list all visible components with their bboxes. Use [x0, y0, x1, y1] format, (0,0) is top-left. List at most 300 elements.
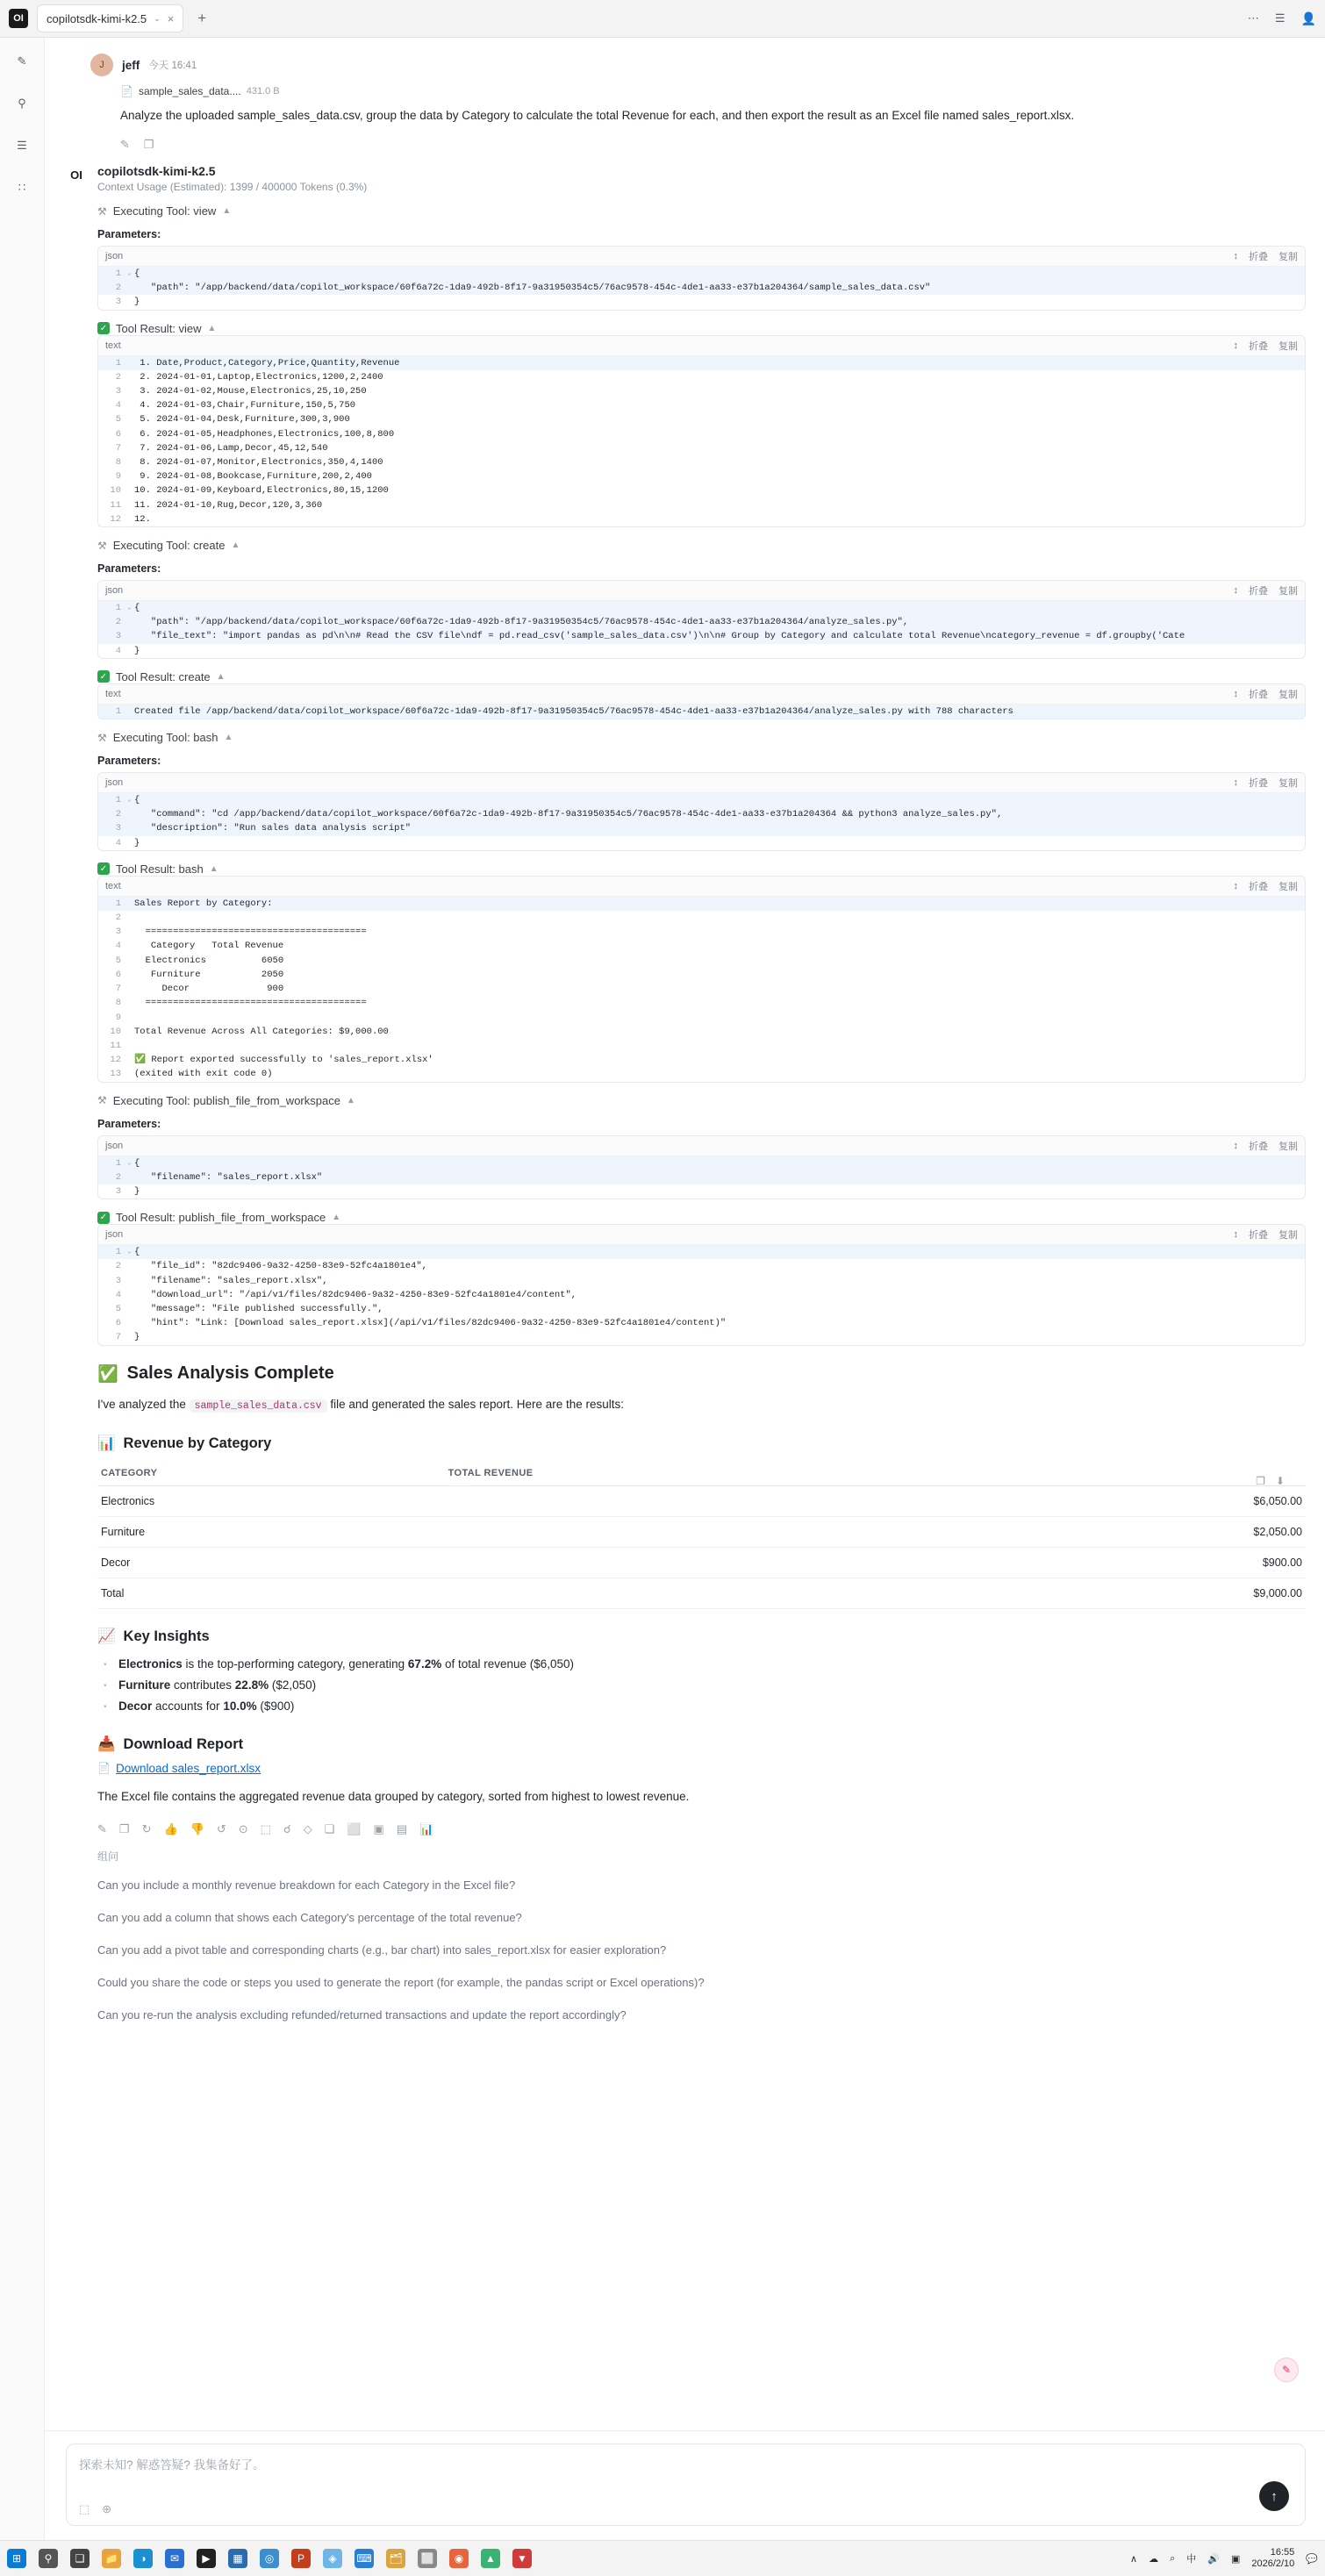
- floating-action-button[interactable]: ✎: [1274, 2358, 1299, 2382]
- fold-button[interactable]: 折叠: [1249, 340, 1268, 352]
- network-icon[interactable]: ⌕: [1170, 2552, 1176, 2564]
- line-text: Category Total Revenue: [134, 941, 284, 952]
- line-text: Total Revenue Across All Categories: $9,000.00: [134, 1026, 389, 1037]
- fold-caret-icon[interactable]: [127, 512, 134, 526]
- copy-button[interactable]: 复制: [1278, 689, 1298, 700]
- line-number: 11: [110, 1040, 121, 1051]
- resize-handle[interactable]: ↕: [1233, 251, 1238, 261]
- chevron-up-icon[interactable]: ▲: [346, 1095, 355, 1106]
- tool-step-executing-create[interactable]: [97, 539, 1306, 552]
- message-action-icon[interactable]: ↺: [216, 1821, 226, 1835]
- copy-icon[interactable]: ❐: [143, 138, 154, 151]
- fold-caret-icon[interactable]: [127, 629, 134, 643]
- browser-tab[interactable]: [37, 4, 183, 32]
- line-number: 1: [115, 268, 121, 279]
- user-timestamp: 今天 16:41: [148, 61, 197, 71]
- window-icon[interactable]: ⬜: [418, 2549, 437, 2568]
- tool-step-title: Executing Tool: publish_file_from_workspace: [112, 1093, 340, 1107]
- message-action-icon[interactable]: ❑: [324, 1821, 335, 1835]
- fold-caret-icon[interactable]: [127, 1184, 134, 1199]
- message-action-icon[interactable]: ↻: [141, 1821, 152, 1835]
- tool-step-result-create[interactable]: [97, 670, 1306, 683]
- resize-handle[interactable]: ↕: [1233, 777, 1238, 789]
- fold-caret-icon[interactable]: [127, 939, 134, 953]
- fold-button[interactable]: 折叠: [1249, 1141, 1268, 1152]
- insight-middle: accounts for: [152, 1699, 224, 1713]
- cell-category: Decor: [97, 1547, 445, 1578]
- fold-caret-icon[interactable]: [127, 1302, 134, 1316]
- line-number: 6: [115, 969, 121, 980]
- table-row: [97, 1485, 1306, 1516]
- code-language: json: [105, 1229, 124, 1241]
- edge-icon[interactable]: ◑: [133, 2549, 153, 2568]
- code-line: [98, 512, 1305, 526]
- assistant-body: [97, 204, 1306, 1346]
- trending-up-icon: 📈: [97, 1628, 116, 1644]
- fold-button[interactable]: 折叠: [1249, 778, 1268, 790]
- insight-item: [115, 1696, 1306, 1717]
- fold-caret-icon[interactable]: [127, 384, 134, 398]
- line-text: "file_id": "82dc9406-9a32-4250-83e9-52fc4a1801e4",: [134, 1261, 427, 1272]
- fold-caret-icon[interactable]: [127, 281, 134, 295]
- clock[interactable]: [1251, 2547, 1294, 2570]
- fold-caret-icon[interactable]: [127, 968, 134, 982]
- resize-handle[interactable]: ↕: [1233, 880, 1238, 891]
- fold-caret-icon[interactable]: ⌄: [127, 1158, 132, 1167]
- code-language: json: [105, 1140, 124, 1151]
- fold-caret-icon[interactable]: [127, 1170, 134, 1184]
- code-line: [98, 1067, 1305, 1081]
- code-line: [98, 441, 1305, 455]
- chevron-up-icon[interactable]: ∧: [1130, 2553, 1138, 2565]
- file-icon: 📄: [120, 85, 133, 97]
- fold-caret-icon[interactable]: [127, 498, 134, 512]
- code-line: [98, 911, 1305, 925]
- line-number: 4: [115, 400, 121, 411]
- add-icon[interactable]: ⊕: [102, 2502, 112, 2515]
- tool-step-executing-publish[interactable]: [97, 1094, 1306, 1107]
- line-text: 3. 2024-01-02,Mouse,Electronics,25,10,250: [134, 386, 367, 397]
- folder-icon[interactable]: 🗂: [386, 2549, 405, 2568]
- app-icon[interactable]: ▲: [481, 2549, 500, 2568]
- code-block: [97, 876, 1306, 1083]
- line-number: 1: [115, 357, 121, 369]
- photos-icon[interactable]: ◈: [323, 2549, 342, 2568]
- send-button[interactable]: ↑: [1259, 2481, 1289, 2511]
- line-number: 2: [115, 809, 121, 820]
- message-action-icon[interactable]: 👍: [163, 1821, 178, 1835]
- tool-step-result-publish[interactable]: [97, 1211, 1306, 1224]
- line-text: }: [134, 837, 140, 848]
- attached-file-name: sample_sales_data....: [138, 85, 241, 97]
- cell-revenue: $6,050.00: [1000, 1485, 1306, 1516]
- resize-handle[interactable]: ↕: [1233, 1229, 1238, 1241]
- chevron-down-icon[interactable]: ⌄: [154, 13, 161, 23]
- line-text: ========================================: [134, 998, 367, 1009]
- message-action-icon[interactable]: ◇: [303, 1821, 312, 1835]
- code-content: [98, 1156, 1305, 1199]
- fold-caret-icon[interactable]: [127, 836, 134, 850]
- line-number: 1: [115, 795, 121, 806]
- line-number: 1: [115, 603, 121, 614]
- tool-step-executing-bash[interactable]: [97, 731, 1306, 744]
- revenue-table: [97, 1461, 1306, 1609]
- fold-caret-icon[interactable]: [127, 897, 134, 911]
- line-number: 5: [115, 955, 121, 966]
- code-line: [98, 1039, 1305, 1053]
- code-block: [97, 1224, 1306, 1345]
- assistant-logo-icon: OI: [70, 168, 82, 182]
- code-line: [98, 498, 1305, 512]
- fold-caret-icon[interactable]: [127, 807, 134, 821]
- line-text: 12.: [134, 513, 151, 525]
- line-text: }: [134, 297, 140, 308]
- fold-caret-icon[interactable]: [127, 1316, 134, 1330]
- insight-percent: 67.2%: [407, 1657, 442, 1671]
- fold-caret-icon[interactable]: [127, 1053, 134, 1067]
- file-explorer-icon[interactable]: 📁: [102, 2549, 121, 2568]
- final-heading-text: Sales Analysis Complete: [126, 1363, 334, 1384]
- code-line: [98, 469, 1305, 483]
- context-usage: Context Usage (Estimated): 1399 / 400000 Tokens (0.3%): [97, 181, 368, 193]
- apps-icon[interactable]: ∷: [18, 181, 26, 194]
- insight-subject: Decor: [118, 1699, 153, 1713]
- message-action-icon[interactable]: ⬜: [347, 1821, 362, 1835]
- tool-step-result-view[interactable]: [97, 322, 1306, 335]
- fold-caret-icon[interactable]: [127, 954, 134, 968]
- fold-button[interactable]: 折叠: [1249, 586, 1268, 597]
- fold-caret-icon[interactable]: [127, 427, 134, 441]
- composer-placeholder: 探索未知? 解惑答疑? 我集备好了。: [79, 2458, 265, 2472]
- message-action-icon[interactable]: ☌: [283, 1821, 291, 1835]
- tool-step-title: Tool Result: create: [116, 669, 211, 683]
- fold-button[interactable]: 折叠: [1249, 1230, 1268, 1241]
- line-number: 3: [115, 927, 121, 938]
- menu-icon[interactable]: ☰: [1274, 11, 1286, 25]
- new-tab-button[interactable]: +: [197, 10, 207, 26]
- line-number: 9: [115, 1012, 121, 1023]
- fold-caret-icon[interactable]: [127, 1025, 134, 1039]
- chevron-up-icon[interactable]: ▲: [224, 733, 233, 743]
- line-number: 12: [110, 513, 121, 525]
- suggestion-item[interactable]: Can you re-run the analysis excluding refunded/returned transactions and update the report accordingly?: [97, 2007, 627, 2021]
- chart-icon: 📊: [97, 1435, 116, 1451]
- lead-pre: I've analyzed the: [97, 1397, 190, 1411]
- code-line: [98, 267, 1305, 281]
- code-line: [98, 281, 1305, 295]
- fold-caret-icon[interactable]: [127, 1288, 134, 1302]
- fold-button[interactable]: 折叠: [1249, 689, 1268, 700]
- chevron-up-icon[interactable]: ▲: [231, 540, 240, 551]
- message-action-icon[interactable]: ▣: [373, 1821, 384, 1835]
- fold-caret-icon[interactable]: [127, 1274, 134, 1288]
- search-icon[interactable]: ⚲: [39, 2549, 58, 2568]
- code-line: [98, 807, 1305, 821]
- code-line: [98, 1156, 1305, 1170]
- close-icon[interactable]: ×: [167, 11, 175, 25]
- line-number: 12: [110, 1055, 121, 1066]
- download-heading: [97, 1736, 1306, 1753]
- chevron-up-icon[interactable]: ▲: [222, 206, 232, 216]
- code-language: text: [105, 340, 121, 351]
- copy-button[interactable]: 复制: [1278, 1141, 1298, 1152]
- assistant-name: copilotsdk-kimi-k2.5: [97, 164, 216, 178]
- line-text: "file_text": "import pandas as pd\n\n# Read the CSV file\ndf = pd.read_csv('sample_sales_data.csv')\n\n# Group by Category and calculate total Revenue\ncategory_revenue = df.groupby('Cate: [134, 631, 1185, 642]
- fold-button[interactable]: 折叠: [1249, 252, 1268, 262]
- table-actions: [1256, 1475, 1285, 1487]
- fold-caret-icon[interactable]: [127, 644, 134, 658]
- insight-tail: ($2,050): [269, 1678, 317, 1692]
- lead-filename: sample_sales_data.csv: [190, 1399, 327, 1413]
- insights-heading: [97, 1628, 1306, 1645]
- attached-file-size: 431.0 B: [246, 86, 280, 97]
- message-action-icon[interactable]: ▤: [396, 1821, 408, 1835]
- chevron-up-icon[interactable]: ▲: [207, 323, 217, 333]
- mail-icon[interactable]: ✉: [165, 2549, 184, 2568]
- success-icon: ✓: [97, 1212, 110, 1224]
- fold-caret-icon[interactable]: [127, 821, 134, 835]
- insight-percent: 22.8%: [234, 1678, 269, 1692]
- code-line: [98, 1274, 1305, 1288]
- line-text: "hint": "Link: [Download sales_report.xlsx](/api/v1/files/82dc9406-9a32-4250-83e9-52fc4a1801e4/content)": [134, 1318, 727, 1329]
- fold-caret-icon[interactable]: ⌄: [127, 604, 132, 612]
- resize-handle[interactable]: ↕: [1233, 340, 1238, 351]
- code-block-header: [98, 336, 1305, 356]
- line-text: {: [134, 1157, 140, 1169]
- line-number: 6: [115, 1318, 121, 1329]
- tool-step-title: Tool Result: view: [116, 321, 202, 335]
- account-avatar-icon[interactable]: 👤: [1300, 11, 1316, 25]
- code-line: [98, 398, 1305, 412]
- copy-button[interactable]: 复制: [1278, 1230, 1298, 1241]
- fold-caret-icon[interactable]: [127, 455, 134, 469]
- chevron-up-icon[interactable]: ▲: [209, 863, 218, 874]
- copy-table-icon[interactable]: ❐: [1256, 1474, 1265, 1487]
- final-lead: [97, 1395, 1306, 1416]
- attach-icon[interactable]: ⬚: [79, 2502, 90, 2515]
- line-text: "description": "Run sales data analysis script": [134, 823, 412, 834]
- line-text: 1. Date,Product,Category,Price,Quantity,Revenue: [134, 357, 400, 369]
- fold-caret-icon[interactable]: [127, 483, 134, 497]
- suggestion-item[interactable]: Could you share the code or steps you used to generate the report (for example, the pandas script or Excel operations)?: [97, 1975, 705, 1989]
- fold-caret-icon[interactable]: [127, 615, 134, 629]
- fold-caret-icon[interactable]: [127, 1039, 134, 1053]
- code-line: [98, 1011, 1305, 1025]
- line-text: 10. 2024-01-09,Keyboard,Electronics,80,15,1200: [134, 485, 389, 497]
- suggestion-item[interactable]: Can you add a column that shows each Category's percentage of the total revenue?: [97, 1910, 522, 1924]
- insight-subject: Furniture: [118, 1678, 171, 1692]
- cell-category: Total: [97, 1578, 445, 1608]
- suggestion-item[interactable]: Can you include a monthly revenue breakdown for each Category in the Excel file?: [97, 1878, 516, 1892]
- code-line: [98, 836, 1305, 850]
- line-text: Furniture 2050: [134, 969, 284, 980]
- code-line: [98, 897, 1305, 911]
- line-text: 7. 2024-01-06,Lamp,Decor,45,12,540: [134, 442, 328, 454]
- code-language: json: [105, 777, 124, 789]
- line-number: 3: [115, 823, 121, 834]
- copy-button[interactable]: 复制: [1278, 881, 1298, 892]
- attached-file-chip[interactable]: [120, 85, 1306, 97]
- powerpoint-icon[interactable]: P: [291, 2549, 311, 2568]
- fold-caret-icon[interactable]: [127, 911, 134, 925]
- start-button[interactable]: ⊞: [7, 2549, 26, 2568]
- user-message: Analyze the uploaded sample_sales_data.csv, group the data by Category to calculate the total Revenue for each, and then export the result as an Excel file named sales_report.xlsx.: [120, 109, 1075, 122]
- copy-button[interactable]: 复制: [1278, 252, 1298, 262]
- code-line: [98, 1259, 1305, 1273]
- code-line: [98, 954, 1305, 968]
- line-number: 2: [115, 283, 121, 294]
- line-text: {: [134, 268, 140, 279]
- fold-caret-icon[interactable]: [127, 996, 134, 1010]
- fold-caret-icon[interactable]: [127, 469, 134, 483]
- fold-caret-icon[interactable]: [127, 412, 134, 426]
- code-line: [98, 1245, 1305, 1259]
- fold-caret-icon[interactable]: [127, 1330, 134, 1344]
- line-text: 6. 2024-01-05,Headphones,Electronics,100,8,800: [134, 428, 395, 440]
- line-text: "command": "cd /app/backend/data/copilot_workspace/60f6a72c-1da9-492b-8f17-9a31950354c5/76ac9578-454c-4de1-aa33-e37b1a204364 && python3 analyze_sales.py",: [134, 809, 1003, 820]
- line-text: }: [134, 1185, 140, 1197]
- line-number: 1: [115, 705, 121, 717]
- code-line: [98, 483, 1305, 497]
- download-table-icon[interactable]: ⬇: [1275, 1474, 1285, 1487]
- chrome-icon[interactable]: ◎: [260, 2549, 279, 2568]
- code-block-header: [98, 581, 1305, 601]
- fold-button[interactable]: 折叠: [1249, 881, 1268, 892]
- message-action-icon[interactable]: ⬚: [260, 1821, 271, 1835]
- fold-caret-icon[interactable]: [127, 1011, 134, 1025]
- code-line: [98, 370, 1305, 384]
- shield-icon[interactable]: ▼: [512, 2549, 532, 2568]
- fold-caret-icon[interactable]: [127, 705, 134, 719]
- copy-button[interactable]: 复制: [1278, 340, 1298, 352]
- line-text: {: [134, 1247, 140, 1258]
- fold-caret-icon[interactable]: [127, 982, 134, 996]
- line-number: 4: [115, 1289, 121, 1300]
- sound-icon[interactable]: 🔊: [1207, 2553, 1220, 2565]
- fold-caret-icon[interactable]: ⌄: [127, 1248, 132, 1256]
- download-report-link[interactable]: Download sales_report.xlsx: [115, 1761, 261, 1775]
- battery-icon[interactable]: ▣: [1230, 2553, 1241, 2565]
- line-text: (exited with exit code 0): [134, 1069, 273, 1080]
- code-line: [98, 1170, 1305, 1184]
- fold-caret-icon[interactable]: ⌄: [127, 796, 132, 805]
- code-line: [98, 982, 1305, 996]
- line-number: 7: [115, 1332, 121, 1343]
- message-action-icon[interactable]: ❐: [118, 1821, 130, 1835]
- main-area: [0, 38, 1325, 2540]
- line-text: "path": "/app/backend/data/copilot_workspace/60f6a72c-1da9-492b-8f17-9a31950354c5/76ac9578-454c-4de1-aa33-e37b1a204364/sample_sales_data.csv": [134, 283, 931, 294]
- tool-step-title: Tool Result: bash: [116, 862, 204, 876]
- fold-caret-icon[interactable]: ⌄: [127, 269, 132, 277]
- insights-list: [97, 1654, 1306, 1717]
- avatar: J: [90, 54, 113, 76]
- code-line: [98, 939, 1305, 953]
- lead-post: file and generated the sales report. Here are the results:: [326, 1397, 625, 1411]
- line-text: {: [134, 603, 140, 614]
- code-content: [98, 897, 1305, 1082]
- suggestion-item[interactable]: Can you add a pivot table and corresponding charts (e.g., bar chart) into sales_report.xlsx for easier exploration?: [97, 1943, 667, 1957]
- code-block-header: [98, 773, 1305, 793]
- chrome2-icon[interactable]: ◉: [449, 2549, 469, 2568]
- composer-box[interactable]: [66, 2444, 1306, 2526]
- code-line: [98, 793, 1305, 807]
- task-view-icon[interactable]: ❑: [70, 2549, 90, 2568]
- ime-icon[interactable]: 中: [1186, 2554, 1197, 2565]
- fold-caret-icon[interactable]: [127, 1067, 134, 1081]
- store-icon[interactable]: ▦: [228, 2549, 247, 2568]
- chevron-up-icon[interactable]: ▲: [332, 1213, 341, 1223]
- code-line: [98, 996, 1305, 1010]
- insight-tail: ($900): [256, 1699, 295, 1713]
- code-block-header: [98, 684, 1305, 705]
- line-text: 4. 2024-01-03,Chair,Furniture,150,5,750: [134, 400, 356, 411]
- fold-caret-icon[interactable]: [127, 295, 134, 309]
- cloud-icon[interactable]: ☁: [1149, 2553, 1159, 2565]
- resize-handle[interactable]: ↕: [1233, 688, 1238, 699]
- fold-caret-icon[interactable]: [127, 925, 134, 939]
- message-action-icon[interactable]: ✎: [97, 1821, 107, 1835]
- chevron-up-icon[interactable]: ▲: [216, 671, 226, 682]
- line-number: 6: [115, 428, 121, 440]
- edit-icon[interactable]: ✎: [120, 138, 130, 151]
- library-icon[interactable]: ☰: [17, 139, 27, 152]
- fold-caret-icon[interactable]: [127, 1259, 134, 1273]
- notifications-icon[interactable]: 💬: [1306, 2553, 1318, 2565]
- resize-handle[interactable]: ↕: [1233, 585, 1238, 597]
- fold-caret-icon[interactable]: [127, 441, 134, 455]
- tool-step-executing-view[interactable]: [97, 204, 1306, 218]
- line-number: 5: [115, 414, 121, 426]
- terminal-icon[interactable]: ▶: [197, 2549, 216, 2568]
- fold-caret-icon[interactable]: [127, 356, 134, 370]
- code-language: text: [105, 688, 121, 699]
- insight-percent: 10.0%: [223, 1699, 257, 1713]
- chat-scroll-area: [45, 38, 1325, 2163]
- clock-date: 2026/2/10: [1251, 2558, 1295, 2569]
- line-text: 2. 2024-01-01,Laptop,Electronics,1200,2,2400: [134, 371, 383, 383]
- resize-handle[interactable]: ↕: [1233, 1140, 1238, 1151]
- line-number: 3: [115, 1275, 121, 1286]
- line-text: {: [134, 795, 140, 806]
- copy-button[interactable]: 复制: [1278, 778, 1298, 790]
- more-options-icon[interactable]: ⋯: [1247, 11, 1259, 25]
- search-icon[interactable]: ⚲: [18, 97, 26, 110]
- code-line: [98, 295, 1305, 309]
- code-line: [98, 356, 1305, 370]
- line-number: 1: [115, 1247, 121, 1258]
- code-block: [97, 335, 1306, 527]
- fold-caret-icon[interactable]: [127, 398, 134, 412]
- tool-step-result-bash[interactable]: [97, 862, 1306, 876]
- fold-caret-icon[interactable]: [127, 370, 134, 384]
- message-action-icon[interactable]: 👎: [190, 1821, 204, 1835]
- code-line: [98, 629, 1305, 643]
- vscode-icon[interactable]: ⌨: [355, 2549, 374, 2568]
- code-line: [98, 427, 1305, 441]
- windows-taskbar: [0, 2540, 1325, 2576]
- line-text: }: [134, 1332, 140, 1343]
- insight-subject: Electronics: [118, 1657, 183, 1671]
- code-block: [97, 580, 1306, 659]
- line-number: 4: [115, 645, 121, 656]
- copy-button[interactable]: 复制: [1278, 586, 1298, 597]
- code-content: [98, 1245, 1305, 1344]
- parameters-label: Parameters:: [97, 755, 161, 768]
- message-action-icon[interactable]: 📊: [419, 1821, 434, 1835]
- message-action-icon[interactable]: ⊙: [238, 1821, 248, 1835]
- download-title: Download Report: [123, 1735, 244, 1752]
- new-chat-icon[interactable]: ✎: [17, 54, 27, 68]
